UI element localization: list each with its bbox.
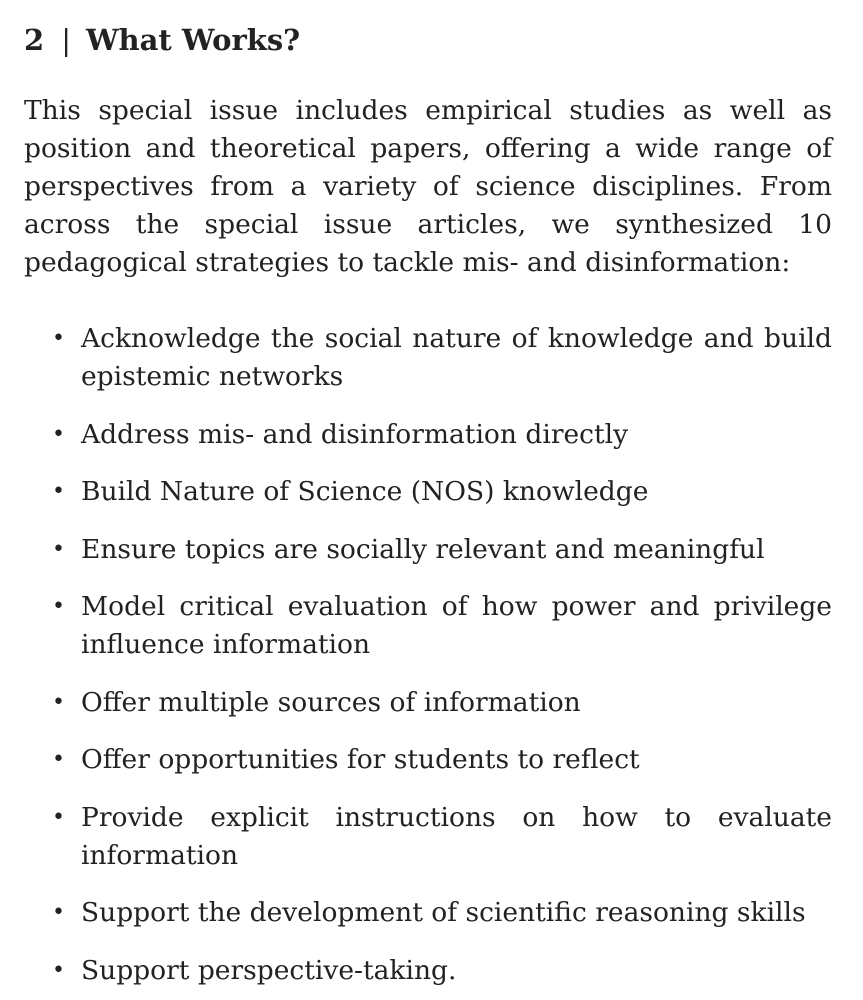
list-item: [24, 741, 832, 779]
bullet-icon: •: [52, 689, 65, 715]
bullet-icon: •: [52, 594, 65, 619]
bullet-icon: •: [52, 957, 65, 983]
list-item-text: Model critical evaluation of how power and privilege influence information: [81, 591, 832, 660]
list-item-text: Ensure topics are socially relevant and meaningful: [81, 533, 765, 565]
list-item-text: Offer opportunities for students to reflect: [81, 744, 640, 775]
bullet-icon: •: [52, 479, 65, 504]
list-item: [24, 952, 832, 990]
list-item: [24, 531, 832, 569]
bullet-icon: •: [52, 804, 65, 830]
list-item: [24, 894, 832, 932]
list-item-text: Build Nature of Science (NOS) knowledge: [81, 476, 649, 507]
list-item: [24, 799, 832, 875]
bullet-icon: •: [52, 421, 65, 447]
list-item-text: Acknowledge the social nature of knowledge and build epistemic networks: [81, 323, 832, 392]
bullet-icon: •: [52, 900, 65, 925]
intro-paragraph: This special issue includes empirical studies as well as position and theoretical papers, offering a wide range of perspectives from a variety of science disciplines. From across the special issue articles, we synthesized 10 pedagogical strategies to tackle mis- and disinformation:: [24, 95, 832, 278]
strategies-list: [24, 320, 832, 990]
list-item: [24, 320, 832, 396]
list-item-text: Offer multiple sources of information: [81, 686, 581, 718]
bullet-icon: •: [52, 747, 65, 772]
section-separator: |: [61, 23, 71, 57]
list-item-text: Provide explicit instructions on how to evaluate information: [81, 801, 832, 871]
section-heading: [24, 20, 831, 60]
list-item-text: Address mis- and disinformation directly: [81, 418, 629, 450]
bullet-icon: •: [52, 326, 65, 351]
bullet-icon: •: [52, 536, 65, 562]
section-number: 2: [24, 23, 45, 57]
section-title: What Works?: [85, 23, 301, 57]
list-item: [24, 473, 832, 511]
list-item: [24, 588, 832, 664]
list-item: [24, 684, 832, 722]
list-item-text: Support perspective-taking.: [81, 954, 457, 986]
list-item: [24, 416, 832, 454]
list-item-text: Support the development of scientific reasoning skills: [81, 897, 806, 928]
